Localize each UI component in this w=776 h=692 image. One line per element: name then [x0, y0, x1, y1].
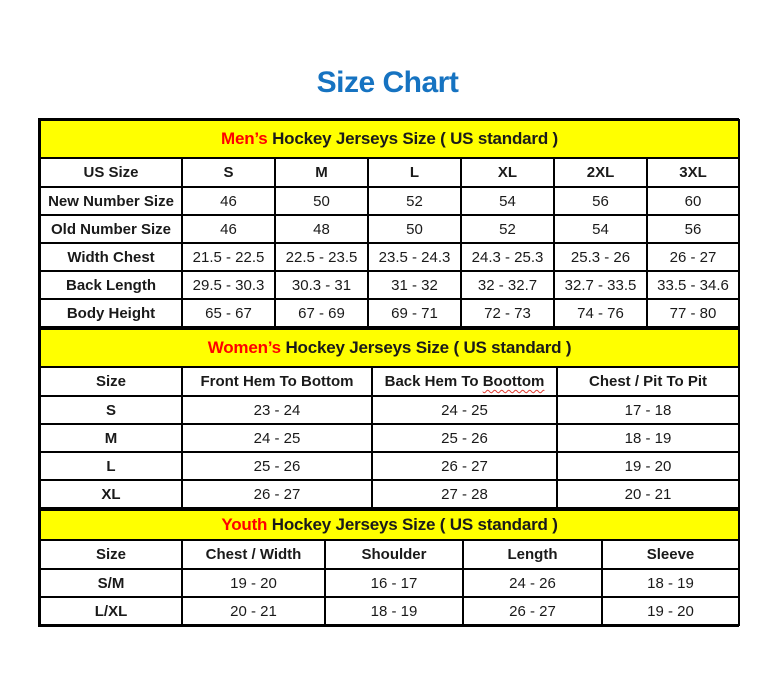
youth-banner — [40, 510, 739, 540]
row-label: Old Number Size — [40, 215, 182, 243]
size-value-cell: 24.3 - 25.3 — [461, 243, 554, 271]
size-value-cell: 60 — [647, 187, 739, 215]
mens-header-m: M — [275, 158, 368, 187]
womens-banner — [40, 329, 739, 367]
womens-banner-cell — [40, 329, 739, 367]
size-value-cell: 17 - 18 — [557, 396, 739, 424]
size-value-cell: 25 - 26 — [182, 452, 372, 480]
size-value-cell: 23 - 24 — [182, 396, 372, 424]
size-value-cell: 22.5 - 23.5 — [275, 243, 368, 271]
size-value-cell: 56 — [647, 215, 739, 243]
size-value-cell: 31 - 32 — [368, 271, 461, 299]
row-label: L — [40, 452, 182, 480]
size-value-cell: 19 - 20 — [182, 569, 325, 597]
size-value-cell: 52 — [368, 187, 461, 215]
size-value-cell: 48 — [275, 215, 368, 243]
mens-header-row — [40, 158, 739, 187]
size-value-cell: 26 - 27 — [647, 243, 739, 271]
womens-banner-highlight: Women’s — [207, 338, 281, 357]
size-value-cell: 27 - 28 — [372, 480, 557, 508]
size-value-cell: 19 - 20 — [602, 597, 739, 625]
youth-header-length: Length — [463, 540, 602, 569]
mens-banner — [40, 120, 739, 158]
youth-size-table — [39, 509, 740, 626]
size-value-cell: 74 - 76 — [554, 299, 647, 327]
row-label: Body Height — [40, 299, 182, 327]
size-value-cell: 24 - 25 — [372, 396, 557, 424]
size-value-cell: 26 - 27 — [372, 452, 557, 480]
womens-row-m — [40, 424, 739, 452]
mens-header-l: L — [368, 158, 461, 187]
youth-row-sm — [40, 569, 739, 597]
row-label: New Number Size — [40, 187, 182, 215]
size-value-cell: 18 - 19 — [325, 597, 463, 625]
size-value-cell: 25.3 - 26 — [554, 243, 647, 271]
size-value-cell: 69 - 71 — [368, 299, 461, 327]
youth-banner-cell — [40, 510, 739, 540]
size-value-cell: 46 — [182, 187, 275, 215]
youth-header-sleeve: Sleeve — [602, 540, 739, 569]
size-value-cell: 25 - 26 — [372, 424, 557, 452]
size-value-cell: 52 — [461, 215, 554, 243]
size-value-cell: 46 — [182, 215, 275, 243]
mens-row-new-number-size — [40, 187, 739, 215]
size-value-cell: 67 - 69 — [275, 299, 368, 327]
youth-banner-text: Hockey Jerseys Size ( US standard ) — [267, 515, 558, 534]
size-value-cell: 18 - 19 — [557, 424, 739, 452]
youth-header-chest-width: Chest / Width — [182, 540, 325, 569]
womens-row-xl — [40, 480, 739, 508]
size-value-cell: 26 - 27 — [463, 597, 602, 625]
row-label: XL — [40, 480, 182, 508]
mens-banner-cell — [40, 120, 739, 158]
size-value-cell: 20 - 21 — [182, 597, 325, 625]
mens-row-body-height — [40, 299, 739, 327]
womens-header-size: Size — [40, 367, 182, 396]
womens-size-table — [39, 328, 740, 509]
mens-header-xl: XL — [461, 158, 554, 187]
size-value-cell: 77 - 80 — [647, 299, 739, 327]
mens-row-back-length — [40, 271, 739, 299]
back-hem-prefix: Back Hem To — [384, 373, 479, 390]
mens-banner-text: Hockey Jerseys Size ( US standard ) — [267, 129, 558, 148]
size-value-cell: 32 - 32.7 — [461, 271, 554, 299]
mens-banner-highlight: Men’s — [221, 129, 268, 148]
mens-header-2xl: 2XL — [554, 158, 647, 187]
size-value-cell: 50 — [275, 187, 368, 215]
size-value-cell: 21.5 - 22.5 — [182, 243, 275, 271]
mens-header-3xl: 3XL — [647, 158, 739, 187]
womens-header-back-hem — [372, 367, 557, 396]
size-value-cell: 24 - 25 — [182, 424, 372, 452]
size-value-cell: 20 - 21 — [557, 480, 739, 508]
womens-header-front-hem: Front Hem To Bottom — [182, 367, 372, 396]
mens-row-width-chest — [40, 243, 739, 271]
mens-row-old-number-size — [40, 215, 739, 243]
mens-header-us-size: US Size — [40, 158, 182, 187]
womens-row-s — [40, 396, 739, 424]
size-value-cell: 72 - 73 — [461, 299, 554, 327]
mens-size-table — [39, 119, 740, 328]
size-chart — [38, 118, 739, 627]
row-label: L/XL — [40, 597, 182, 625]
youth-header-shoulder: Shoulder — [325, 540, 463, 569]
page-title: Size Chart — [316, 66, 459, 99]
size-value-cell: 18 - 19 — [602, 569, 739, 597]
size-value-cell: 16 - 17 — [325, 569, 463, 597]
size-value-cell: 19 - 20 — [557, 452, 739, 480]
youth-row-lxl — [40, 597, 739, 625]
mens-header-s: S — [182, 158, 275, 187]
size-value-cell: 26 - 27 — [182, 480, 372, 508]
row-label: S — [40, 396, 182, 424]
size-value-cell: 54 — [461, 187, 554, 215]
size-value-cell: 23.5 - 24.3 — [368, 243, 461, 271]
back-hem-misspelled-word: Boottom — [482, 373, 545, 390]
size-value-cell: 50 — [368, 215, 461, 243]
size-value-cell: 24 - 26 — [463, 569, 602, 597]
womens-header-row — [40, 367, 739, 396]
row-label: S/M — [40, 569, 182, 597]
size-value-cell: 56 — [554, 187, 647, 215]
row-label: Back Length — [40, 271, 182, 299]
womens-banner-text: Hockey Jerseys Size ( US standard ) — [280, 338, 572, 357]
row-label: Width Chest — [40, 243, 182, 271]
youth-header-size: Size — [40, 540, 182, 569]
size-value-cell: 30.3 - 31 — [275, 271, 368, 299]
size-value-cell: 65 - 67 — [182, 299, 275, 327]
size-value-cell: 32.7 - 33.5 — [554, 271, 647, 299]
womens-row-l — [40, 452, 739, 480]
size-value-cell: 33.5 - 34.6 — [647, 271, 739, 299]
youth-banner-highlight: Youth — [221, 515, 268, 534]
size-value-cell: 29.5 - 30.3 — [182, 271, 275, 299]
womens-header-chest: Chest / Pit To Pit — [557, 367, 739, 396]
size-value-cell: 54 — [554, 215, 647, 243]
row-label: M — [40, 424, 182, 452]
youth-header-row — [40, 540, 739, 569]
